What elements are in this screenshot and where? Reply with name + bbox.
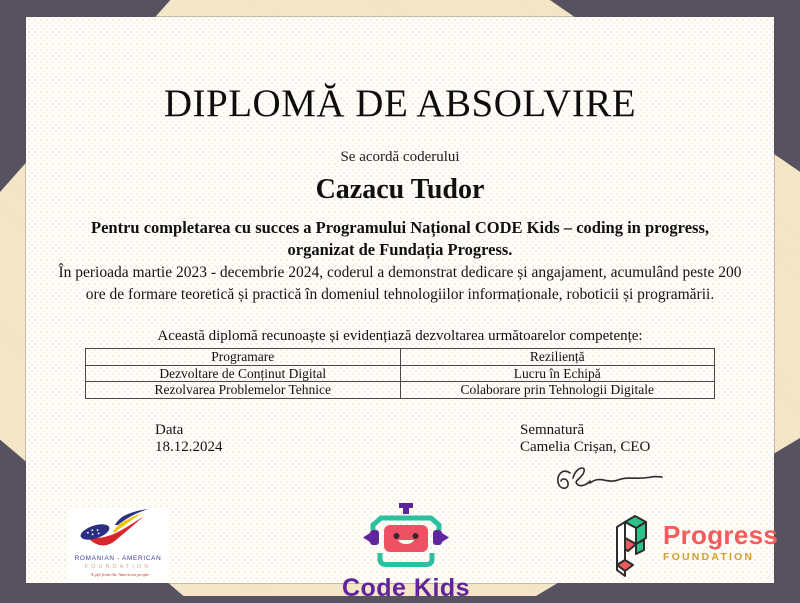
progress-foundation-logo: [604, 513, 778, 579]
competency-cell: Colaborare prin Tehnologii Digitale: [400, 382, 715, 399]
signatory-name: Camelia Crișan, CEO: [520, 439, 651, 455]
signature-scribble: [550, 457, 675, 507]
romanian-american-foundation-logo: [68, 508, 168, 583]
period-statement: În perioada martie 2023 - decembrie 2024, coderul a demonstrat dedicare și angajament, acumulând peste 200 ore de formare teoretică și practică în domeniul tehnologiilor informaționale, roboticii și programării.: [58, 264, 742, 303]
signature-block: [520, 422, 650, 456]
progress-name: Progress: [663, 520, 779, 550]
recipient-name: Cazacu Tudor: [315, 174, 485, 205]
date-value: 18.12.2024: [155, 439, 223, 455]
progress-text-block: [663, 522, 778, 563]
raf-foundation-line: FOUNDATION: [84, 564, 152, 570]
date-label: Data: [155, 422, 184, 438]
raf-name-line: ROMANIAN - AMERICAN: [74, 555, 162, 562]
table-row: [86, 382, 715, 399]
raf-tagline: A gift from the American people: [90, 572, 150, 577]
competency-cell: Lucru în Echipă: [400, 365, 715, 382]
codekids-logo: [340, 503, 472, 603]
competencies-table: [85, 348, 715, 399]
competency-cell: Programare: [86, 349, 401, 366]
certificate-paper: [26, 17, 779, 602]
award-line: Se acordă coderului: [340, 149, 460, 165]
competency-cell: Reziliență: [400, 349, 715, 366]
progress-foundation-label: FOUNDATION: [663, 551, 755, 563]
diploma-title: DIPLOMĂ DE ABSOLVIRE: [163, 82, 637, 125]
date-block: [155, 422, 223, 456]
program-statement: Pentru completarea cu succes a Programului Național CODE Kids – coding in progress, organizat de Fundația Progress.: [91, 218, 709, 259]
competency-cell: Rezolvarea Problemelor Tehnice: [86, 382, 401, 399]
codekids-name: Code Kids: [341, 574, 471, 602]
competencies-intro: Această diplomă recunoaște și evidențiază dezvoltarea următoarelor competențe:: [157, 328, 643, 344]
isometric-p-icon: [604, 513, 654, 579]
robot-icon: [358, 503, 454, 567]
table-row: [86, 349, 715, 366]
signature-label: Semnatură: [520, 422, 585, 438]
table-row: [86, 365, 715, 382]
competency-cell: Dezvoltare de Conținut Digital: [86, 365, 401, 382]
